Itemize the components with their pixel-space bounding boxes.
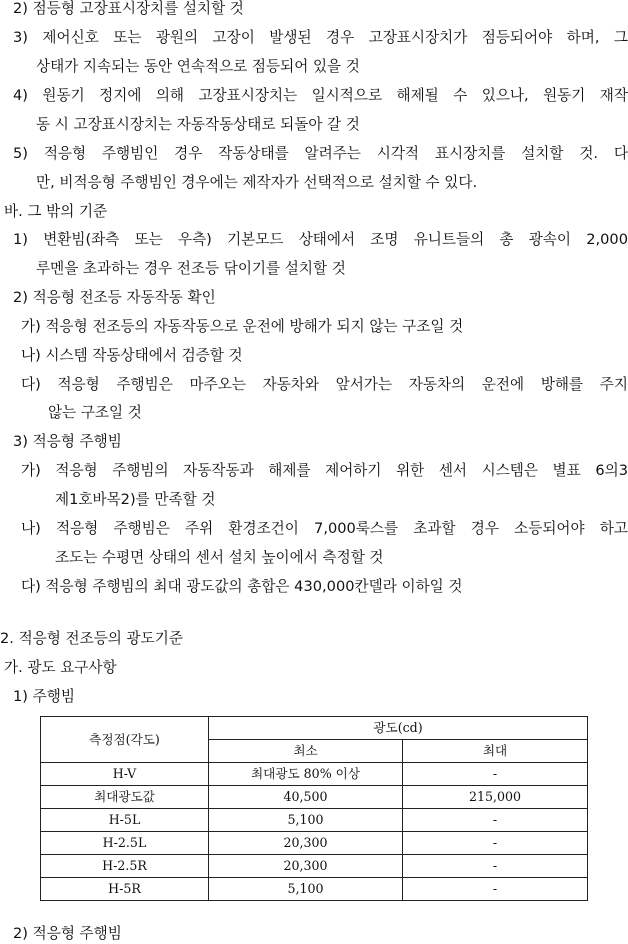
cell-min: 최대광도 80% 이상 <box>209 763 403 786</box>
cell-max: - <box>403 878 588 901</box>
adaptive-driving-beam-heading: 2) 적응형 주행빔 <box>13 925 122 942</box>
cell-min: 5,100 <box>209 809 403 832</box>
header-measuring-point: 측정점(각도) <box>41 717 209 763</box>
ba-item-2-heading: 2) 적응형 전조등 자동작동 확인 <box>13 289 216 306</box>
ba-item-1-line-2: 루멘을 초과하는 경우 전조등 닦이기를 설치할 것 <box>36 260 346 277</box>
item-4-line-2: 동 시 고장표시장치는 자동작동상태로 되돌아 갈 것 <box>36 116 360 133</box>
table-row <box>41 809 588 832</box>
ba-item-3-na-line-2: 조도는 수평면 상태의 센서 설치 높이에서 측정할 것 <box>55 549 384 566</box>
cell-point: H-2.5L <box>41 832 209 855</box>
cell-min: 5,100 <box>209 878 403 901</box>
item-3-line-1: 3) 제어신호 또는 광원의 고장이 발생된 경우 고장표시장치가 점등되어야 하며, 그 <box>13 29 628 46</box>
cell-point: H-V <box>41 763 209 786</box>
section-2-heading: 2. 적응형 전조등의 광도기준 <box>0 630 183 647</box>
ba-item-2-ga: 가) 적응형 전조등의 자동작동으로 운전에 방해가 되지 않는 구조일 것 <box>21 318 464 335</box>
header-min: 최소 <box>209 740 403 763</box>
section-ba-heading: 바. 그 밖의 기준 <box>4 203 108 220</box>
ba-item-3-heading: 3) 적응형 주행빔 <box>13 433 122 450</box>
item-3-line-2: 상태가 지속되는 동안 연속적으로 점등되어 있을 것 <box>36 58 360 75</box>
ba-item-1-line-1: 1) 변환빔(좌측 또는 우측) 기본모드 상태에서 조명 유니트들의 총 광속이 2,000 <box>13 231 628 248</box>
cell-max: - <box>403 809 588 832</box>
ba-item-2-da-line-1: 다) 적응형 주행빔은 마주오는 자동차와 앞서가는 자동차의 운전에 방해를 주지 <box>21 376 628 393</box>
header-max: 최대 <box>403 740 588 763</box>
ba-item-3-da: 다) 적응형 주행빔의 최대 광도값의 총합은 430,000칸델라 이하일 것 <box>21 578 463 595</box>
driving-beam-heading: 1) 주행빔 <box>13 688 75 705</box>
table-row <box>41 878 588 901</box>
cell-max: - <box>403 855 588 878</box>
table-row <box>41 855 588 878</box>
cell-min: 20,300 <box>209 832 403 855</box>
cell-point: 최대광도값 <box>41 786 209 809</box>
item-5-line-1: 5) 적응형 주행빔인 경우 작동상태를 알려주는 시각적 표시장치를 설치할 것. 다 <box>13 145 628 162</box>
table-row <box>41 763 588 786</box>
ba-item-3-na-line-1: 나) 적응형 주행빔은 주위 환경조건이 7,000룩스를 초과할 경우 소등되어야 하고 <box>21 520 628 537</box>
cell-point: H-5R <box>41 878 209 901</box>
cell-point: H-5L <box>41 809 209 832</box>
ba-item-3-ga-line-2: 제1호바목2)를 만족할 것 <box>55 491 216 508</box>
table-row <box>41 786 588 809</box>
header-luminous-intensity: 광도(cd) <box>209 717 588 740</box>
cell-max: 215,000 <box>403 786 588 809</box>
item-2-fault-indicator: 2) 점등형 고장표시장치를 설치할 것 <box>13 0 244 17</box>
cell-max: - <box>403 832 588 855</box>
ba-item-2-na: 나) 시스템 작동상태에서 검증할 것 <box>21 347 243 364</box>
item-4-line-1: 4) 원동기 정지에 의해 고장표시장치는 일시적으로 해제될 수 있으나, 원동기 재작 <box>13 87 628 104</box>
cell-min: 20,300 <box>209 855 403 878</box>
cell-max: - <box>403 763 588 786</box>
item-5-line-2: 만, 비적응형 주행빔인 경우에는 제작자가 선택적으로 설치할 수 있다. <box>36 174 478 191</box>
cell-point: H-2.5R <box>41 855 209 878</box>
section-ga-heading: 가. 광도 요구사항 <box>4 659 117 676</box>
ba-item-3-ga-line-1: 가) 적응형 주행빔의 자동작동과 해제를 제어하기 위한 센서 시스템은 별표 6의3 <box>21 462 628 479</box>
cell-min: 40,500 <box>209 786 403 809</box>
table-row <box>41 832 588 855</box>
luminous-intensity-table <box>40 716 588 901</box>
ba-item-2-da-line-2: 않는 구조일 것 <box>48 404 142 421</box>
